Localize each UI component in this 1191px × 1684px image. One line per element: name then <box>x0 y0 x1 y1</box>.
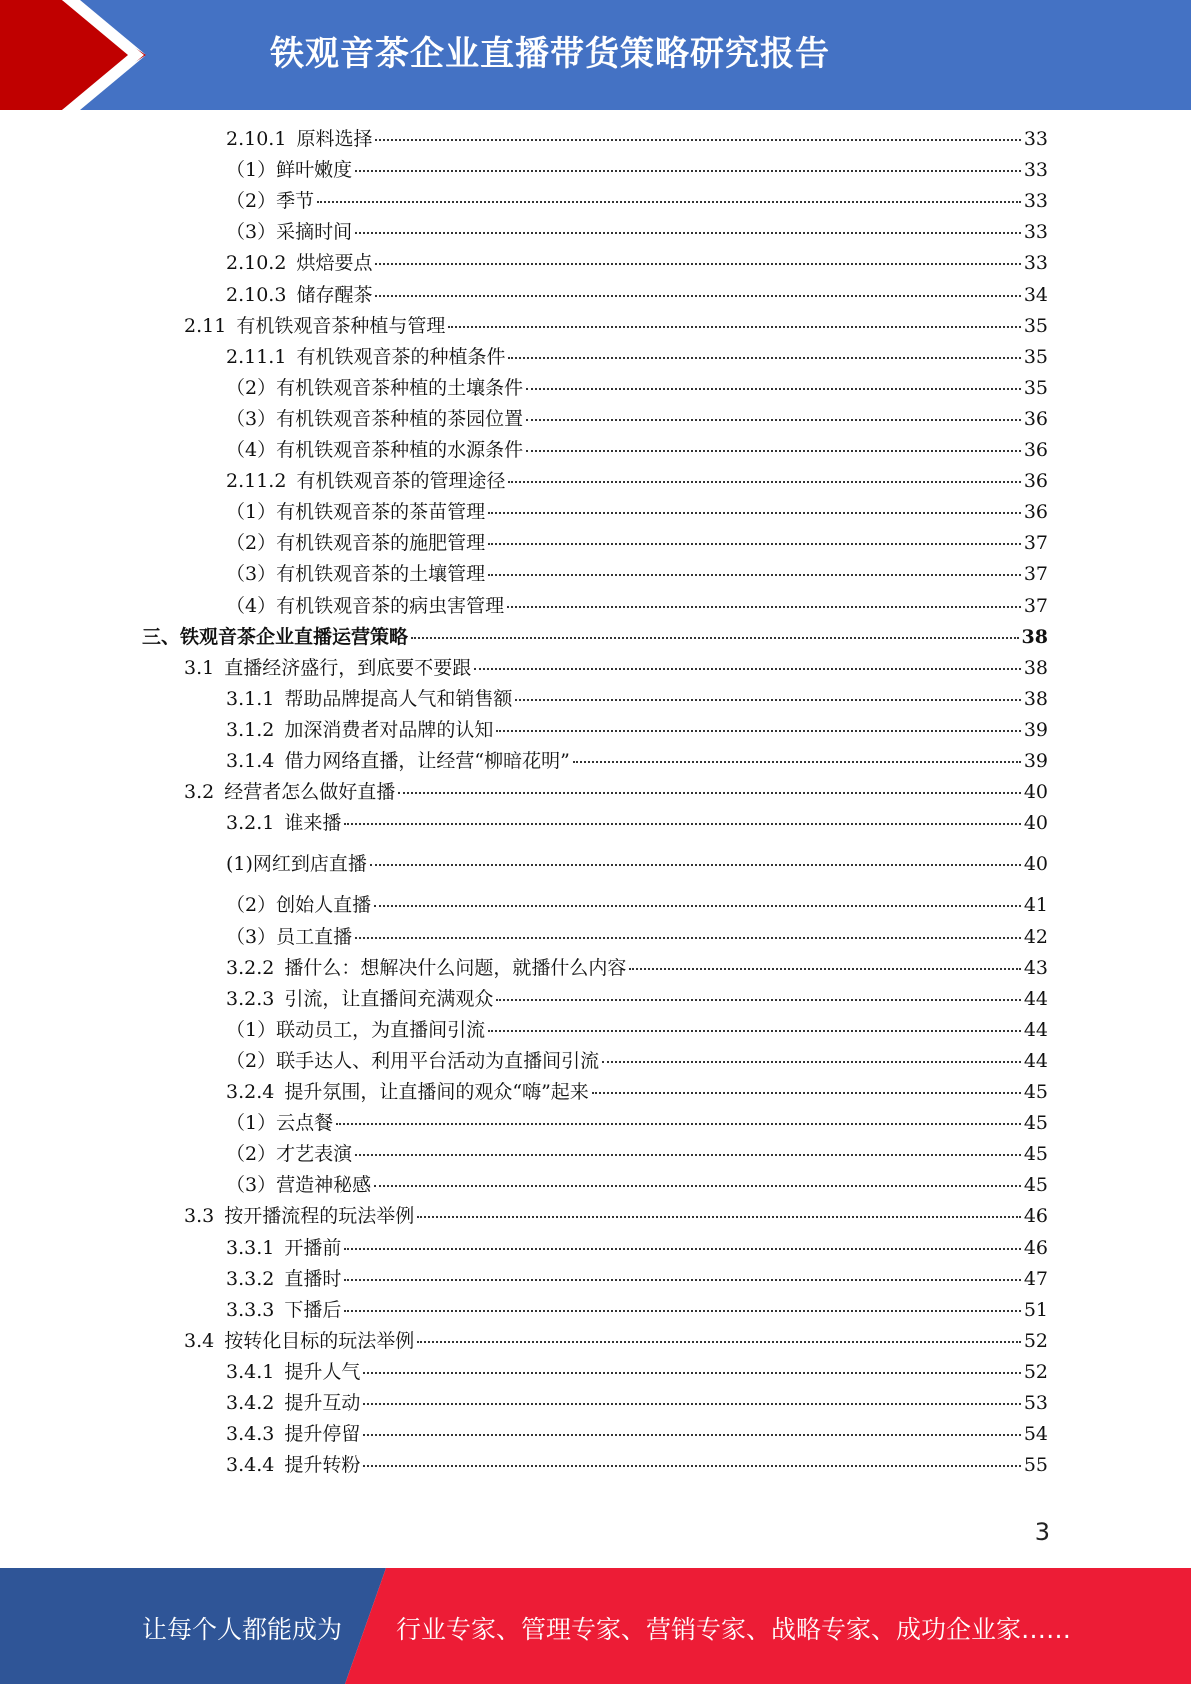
toc-entry[interactable] <box>184 314 1048 338</box>
toc-entry[interactable] <box>226 376 1048 400</box>
toc-entry-number: （1） <box>226 501 277 524</box>
toc-dot-leader <box>363 1464 1020 1467</box>
toc-entry-title: 有机铁观音茶的病虫害管理 <box>276 594 505 617</box>
toc-entry-number: 3.3.3 <box>226 1298 275 1321</box>
page-number: 3 <box>1034 1518 1050 1546</box>
toc-entry-page: 44 <box>1023 987 1048 1010</box>
toc-entry-title: 有机铁观音茶的管理途径 <box>296 470 506 493</box>
toc-entry-page: 52 <box>1023 1360 1048 1383</box>
toc-dot-leader <box>344 822 1020 825</box>
toc-entry-page: 45 <box>1023 1112 1048 1135</box>
toc-dot-leader <box>417 1215 1021 1218</box>
toc-dot-leader <box>496 729 1020 732</box>
toc-entry[interactable] <box>226 749 1048 773</box>
toc-entry-number: 2.11.1 <box>226 345 287 368</box>
toc-dot-leader <box>375 262 1020 265</box>
toc-dot-leader <box>474 667 1021 670</box>
toc-entry-number: （2） <box>226 894 277 917</box>
toc-entry-number: （2） <box>226 190 277 213</box>
toc-entry-title: 有机铁观音茶的施肥管理 <box>276 532 486 555</box>
toc-entry-title: 季节 <box>276 190 315 213</box>
toc-entry[interactable] <box>226 1298 1048 1322</box>
toc-entry-page: 45 <box>1023 1143 1048 1166</box>
toc-entry-number: （2） <box>226 532 277 555</box>
toc-entry-number: 2.11.2 <box>226 470 287 493</box>
toc-entry-number: 3.1.4 <box>226 750 275 772</box>
toc-entry-number: 2.10.3 <box>226 283 287 306</box>
toc-entry-page: 36 <box>1023 407 1048 430</box>
toc-entry-title: 加深消费者对品牌的认知 <box>284 718 494 741</box>
toc-dot-leader <box>355 936 1021 939</box>
toc-entry[interactable] <box>226 811 1048 835</box>
toc-entry-title: 帮助品牌提高人气和销售额 <box>284 687 513 710</box>
toc-entry[interactable] <box>226 1018 1048 1042</box>
toc-entry[interactable] <box>226 189 1048 213</box>
toc-entry-page: 33 <box>1023 159 1048 182</box>
toc-entry-number: （4） <box>226 594 277 617</box>
toc-entry-page: 36 <box>1023 501 1048 524</box>
toc-dot-leader <box>573 760 1021 763</box>
toc-entry-number: 三、 <box>142 625 181 648</box>
toc-entry-page: 43 <box>1023 956 1048 979</box>
toc-entry-page: 35 <box>1023 314 1048 337</box>
toc-entry-page: 40 <box>1023 781 1048 804</box>
toc-entry-title: 经营者怎么做好直播 <box>224 781 396 804</box>
toc-entry-page: 40 <box>1023 853 1048 876</box>
toc-entry-number: 3.4.1 <box>226 1360 275 1383</box>
toc-entry[interactable] <box>226 594 1048 618</box>
toc-entry-number: 3.3 <box>184 1205 215 1228</box>
toc-dot-leader <box>363 1402 1020 1405</box>
toc-entry[interactable] <box>226 718 1048 742</box>
toc-entry-number: 3.4 <box>184 1329 215 1352</box>
toc-dot-leader <box>344 1309 1020 1312</box>
toc-dot-leader <box>488 1029 1021 1032</box>
toc-entry[interactable] <box>226 1453 1048 1477</box>
toc-entry[interactable] <box>226 283 1048 307</box>
toc-entry-page: 35 <box>1023 345 1048 368</box>
toc-entry-number: 3.3.1 <box>226 1236 275 1259</box>
toc-entry-title: 开播前 <box>284 1236 342 1259</box>
toc-entry-number: 2.10.2 <box>226 252 287 275</box>
toc-entry[interactable] <box>226 562 1048 586</box>
toc-dot-leader <box>374 1184 1021 1187</box>
toc-entry[interactable] <box>226 220 1048 244</box>
toc-entry-number: 3.2.1 <box>226 812 275 835</box>
toc-entry[interactable] <box>226 987 1048 1011</box>
toc-entry-page: 37 <box>1023 563 1048 586</box>
toc-entry-page: 36 <box>1023 470 1048 493</box>
toc-dot-leader <box>363 1433 1020 1436</box>
toc-dot-leader <box>344 1247 1020 1250</box>
toc-entry-title: 提升停留 <box>284 1423 361 1446</box>
toc-dot-leader <box>374 904 1021 907</box>
toc-entry[interactable] <box>226 1391 1048 1415</box>
toc-entry[interactable] <box>226 251 1048 275</box>
toc-entry[interactable] <box>184 1204 1048 1228</box>
toc-entry-page: 52 <box>1023 1329 1048 1352</box>
page-footer <box>0 1568 1191 1684</box>
toc-entry-page: 39 <box>1023 750 1048 772</box>
footer-slogan-right: 行业专家、管理专家、营销专家、战略专家、成功企业家…… <box>396 1615 1072 1644</box>
toc-entry-number: 3.1 <box>184 656 215 679</box>
toc-entry[interactable] <box>226 345 1048 369</box>
toc-entry-page: 53 <box>1023 1392 1048 1414</box>
toc-entry-title: 播什么：想解决什么问题，就播什么内容 <box>284 956 627 979</box>
toc-entry-page: 38 <box>1021 625 1048 648</box>
toc-entry[interactable] <box>226 531 1048 555</box>
toc-entry-page: 33 <box>1023 190 1048 213</box>
toc-dot-leader <box>526 418 1021 421</box>
toc-entry-title: 提升人气 <box>284 1360 361 1383</box>
toc-entry-number: （1） <box>226 1112 277 1135</box>
toc-entry-page: 46 <box>1023 1205 1048 1228</box>
toc-entry[interactable] <box>226 1080 1048 1104</box>
toc-entry-page: 44 <box>1023 1018 1048 1041</box>
toc-entry-number: （4） <box>226 439 277 461</box>
toc-dot-leader <box>355 169 1021 172</box>
toc-entry-number: （3） <box>226 925 277 948</box>
toc-dot-leader <box>398 791 1021 794</box>
toc-entry-title: 提升转粉 <box>284 1454 361 1477</box>
toc-dot-leader <box>526 387 1021 390</box>
toc-dot-leader <box>344 1278 1020 1281</box>
toc-dot-leader <box>515 698 1020 701</box>
toc-entry[interactable] <box>226 925 1048 949</box>
toc-entry-page: 34 <box>1023 283 1048 306</box>
toc-entry-title: 提升互动 <box>284 1392 361 1414</box>
footer-slogan-left: 让每个人都能成为 <box>142 1615 343 1644</box>
toc-entry-title: 直播经济盛行，到底要不要跟 <box>224 656 472 679</box>
toc-entry-page: 38 <box>1023 656 1048 679</box>
toc-entry-page: 37 <box>1023 532 1048 555</box>
toc-dot-leader <box>363 1371 1020 1374</box>
toc-dot-leader <box>508 356 1020 359</box>
toc-entry-number: （2） <box>226 1049 277 1072</box>
toc-entry-title: 有机铁观音茶种植的土壤条件 <box>276 376 524 399</box>
toc-entry-page: 54 <box>1023 1423 1048 1446</box>
toc-entry[interactable] <box>184 780 1048 804</box>
toc-entry-number: 2.10.1 <box>226 128 287 150</box>
toc-entry-title: 烘焙要点 <box>296 252 373 275</box>
toc-dot-leader <box>488 511 1021 514</box>
toc-entry-page: 40 <box>1023 812 1048 835</box>
toc-entry-page: 37 <box>1023 594 1048 617</box>
toc-entry-page: 45 <box>1023 1174 1048 1197</box>
toc-entry-title: 联动员工，为直播间引流 <box>276 1018 486 1041</box>
toc-dot-leader <box>411 636 1019 639</box>
toc-entry-page: 42 <box>1023 925 1048 948</box>
toc-entry-number: 3.4.3 <box>226 1423 275 1446</box>
toc-entry-title: 原料选择 <box>296 128 373 150</box>
toc-dot-leader <box>508 480 1020 483</box>
toc-entry-title: 员工直播 <box>276 925 353 948</box>
toc-entry-number: (1) <box>226 853 253 876</box>
toc-dot-leader <box>375 138 1020 141</box>
toc-entry-page: 36 <box>1023 439 1048 461</box>
toc-entry-number: （2） <box>226 1143 277 1166</box>
toc-entry-title: 有机铁观音茶种植与管理 <box>236 314 446 337</box>
toc-entry-title: 采摘时间 <box>276 221 353 244</box>
toc-dot-leader <box>355 231 1021 234</box>
toc-dot-leader <box>317 200 1021 203</box>
toc-entry-title: 按转化目标的玩法举例 <box>224 1329 415 1352</box>
toc-entry-page: 33 <box>1023 252 1048 275</box>
toc-entry-number: 3.1.1 <box>226 687 275 710</box>
toc-entry[interactable] <box>226 158 1048 182</box>
toc-dot-leader <box>496 998 1020 1001</box>
toc-entry-number: 3.2.2 <box>226 956 275 979</box>
toc-entry-number: （3） <box>226 407 277 430</box>
toc-entry-title: 有机铁观音茶种植的茶园位置 <box>276 407 524 430</box>
toc-entry[interactable] <box>226 852 1048 876</box>
toc-entry-page: 51 <box>1023 1298 1048 1321</box>
toc-entry[interactable] <box>226 1360 1048 1384</box>
toc-entry-title: 联手达人、利用平台活动为直播间引流 <box>276 1049 600 1072</box>
toc-entry-page: 39 <box>1023 718 1048 741</box>
toc-entry-title: 云点餐 <box>276 1112 334 1135</box>
toc-entry-number: 3.4.4 <box>226 1454 275 1477</box>
toc-entry[interactable] <box>226 1049 1048 1073</box>
toc-dot-leader <box>629 967 1020 970</box>
toc-entry-page: 44 <box>1023 1049 1048 1072</box>
toc-entry-title: 营造神秘感 <box>276 1174 372 1197</box>
toc-entry[interactable] <box>226 1173 1048 1197</box>
toc-dot-leader <box>448 325 1020 328</box>
toc-entry-number: 3.2 <box>184 781 215 804</box>
toc-dot-leader <box>507 605 1021 608</box>
page-header <box>0 0 1191 110</box>
toc-dot-leader <box>370 863 1021 866</box>
toc-entry-page: 45 <box>1023 1081 1048 1103</box>
toc-entry-title: 按开播流程的玩法举例 <box>224 1205 415 1228</box>
toc-entry-title: 直播时 <box>284 1267 342 1290</box>
toc-entry[interactable] <box>226 407 1048 431</box>
toc-entry-page: 33 <box>1023 128 1048 150</box>
toc-dot-leader <box>602 1060 1021 1063</box>
toc-entry-title: 谁来播 <box>284 812 342 835</box>
toc-entry[interactable] <box>226 687 1048 711</box>
toc-dot-leader <box>592 1091 1021 1094</box>
toc-entry-title: 下播后 <box>284 1298 342 1321</box>
toc-entry-number: 3.2.3 <box>226 987 275 1010</box>
toc-entry-number: （3） <box>226 1174 277 1197</box>
toc-entry-title: 有机铁观音茶的土壤管理 <box>276 563 486 586</box>
toc-entry-title: 引流，让直播间充满观众 <box>284 987 494 1010</box>
toc-entry-title: 才艺表演 <box>276 1143 353 1166</box>
toc-entry[interactable] <box>226 1111 1048 1135</box>
toc-dot-leader <box>417 1340 1021 1343</box>
toc-entry-page: 33 <box>1023 221 1048 244</box>
toc-entry-title: 储存醒茶 <box>296 283 373 306</box>
toc-entry-title: 铁观音茶企业直播运营策略 <box>180 625 409 648</box>
toc-entry-title: 鲜叶嫩度 <box>276 159 353 182</box>
toc-entry[interactable] <box>226 127 1048 151</box>
toc-entry-page: 38 <box>1023 687 1048 710</box>
toc-entry-title: 有机铁观音茶的茶苗管理 <box>276 501 486 524</box>
toc-entry[interactable] <box>184 656 1048 680</box>
toc-entry-title: 提升氛围，让直播间的观众“嗨”起来 <box>284 1081 589 1103</box>
toc-entry-number: 3.3.2 <box>226 1267 275 1290</box>
toc-entry-page: 35 <box>1023 376 1048 399</box>
toc-entry-number: （2） <box>226 376 277 399</box>
toc-entry-title: 创始人直播 <box>276 894 372 917</box>
toc-entry[interactable] <box>226 1422 1048 1446</box>
toc-entry-title: 有机铁观音茶的种植条件 <box>296 345 506 368</box>
toc-entry-number: 3.1.2 <box>226 718 275 741</box>
document-title: 铁观音茶企业直播带货策略研究报告 <box>270 34 830 74</box>
toc-entry-title: 网红到店直播 <box>252 853 367 876</box>
toc-entry[interactable] <box>184 1329 1048 1353</box>
toc-entry-number: （1） <box>226 1018 277 1041</box>
toc-entry-number: （1） <box>226 159 277 182</box>
toc-entry-page: 46 <box>1023 1236 1048 1259</box>
toc-entry-page: 47 <box>1023 1267 1048 1290</box>
toc-entry-number: （3） <box>226 221 277 244</box>
toc-dot-leader <box>375 294 1020 297</box>
toc-entry-number: （3） <box>226 563 277 586</box>
toc-dot-leader <box>488 542 1021 545</box>
toc-entry[interactable] <box>226 956 1048 980</box>
toc-entry[interactable] <box>226 1267 1048 1291</box>
toc-entry[interactable] <box>226 500 1048 524</box>
toc-entry[interactable] <box>226 1236 1048 1260</box>
toc-dot-leader <box>488 573 1021 576</box>
toc-dot-leader <box>526 449 1021 452</box>
toc-entry[interactable] <box>226 893 1048 917</box>
toc-entry-page: 55 <box>1023 1454 1048 1477</box>
toc-entry[interactable] <box>226 469 1048 493</box>
toc-entry-title: 借力网络直播，让经营“柳暗花明” <box>284 750 570 772</box>
toc-entry-number: 3.4.2 <box>226 1392 275 1414</box>
toc-entry[interactable] <box>226 438 1048 462</box>
toc-entry-number: 2.11 <box>184 314 227 337</box>
toc-dot-leader <box>355 1153 1021 1156</box>
toc-entry-title: 有机铁观音茶种植的水源条件 <box>276 439 524 461</box>
toc-entry[interactable] <box>226 1142 1048 1166</box>
toc-entry-page: 41 <box>1023 894 1048 917</box>
toc-entry-number: 3.2.4 <box>226 1081 275 1103</box>
toc-dot-leader <box>336 1122 1021 1125</box>
toc-entry[interactable] <box>142 625 1048 649</box>
